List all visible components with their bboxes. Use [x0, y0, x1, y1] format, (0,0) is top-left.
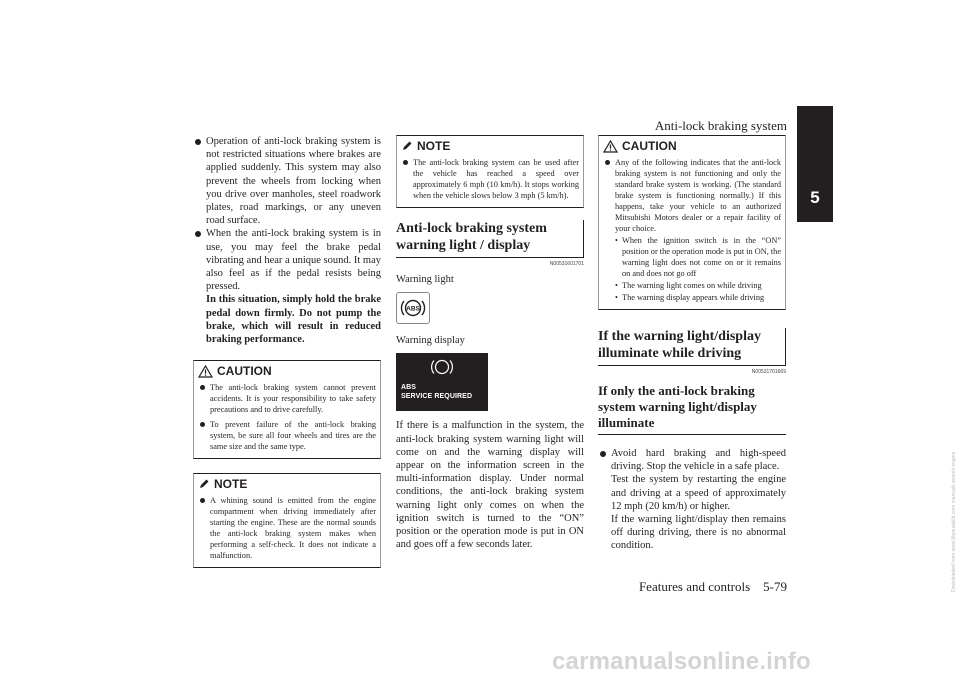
page-header-title: Anti-lock braking system: [654, 118, 787, 133]
note-item: The anti-lock braking system can be used after the vehicle has reached a speed over approximately 6 mph (10 km/h). It stops working when the vehicle slows below 3 mph (5 km/h).: [401, 157, 579, 201]
body-paragraph: Test the system by restarting the engine and driving at a speed of approximately 12 mph (20 km/h) or higher.: [611, 474, 786, 512]
abs-warning-light-icon: [396, 292, 430, 324]
abs-display-text: [401, 383, 472, 401]
reference-code: N00531701669: [751, 369, 786, 375]
caution-label: CAUTION: [217, 364, 272, 379]
body-paragraph: If there is a malfunction in the system, the anti-lock braking system warning light will come on and the warning display will appear on the information screen in the multi-information display. Under normal conditions, the anti-lock braking system warning light only comes on when the ignition switch is turned to the “ON” position or the operation mode is put in ON and goes off a few seconds later.: [396, 420, 584, 551]
note-header: [198, 477, 376, 491]
warning-triangle-icon: [603, 140, 618, 153]
note-box: [193, 473, 381, 568]
chapter-number: 5: [810, 188, 820, 207]
column-2: [396, 135, 584, 551]
abs-display-line-2: SERVICE REQUIRED: [401, 393, 473, 401]
caution-header: [198, 364, 376, 378]
chapter-tab[interactable]: [797, 106, 833, 222]
section-heading: Anti-lock braking system warning light / display: [396, 220, 584, 258]
abs-warning-display-image: [396, 353, 488, 411]
caution-sub-item: • When the ignition switch is in the “ON” position or the operation mode is put in ON, the warning light does not come on or it remains on and does not go off: [615, 235, 781, 279]
caution-sub-item: • The warning display appears while driving: [615, 292, 781, 303]
caution-sub-item: • The warning light comes on while driving: [615, 280, 781, 291]
bullet-paragraph: When the anti-lock braking system is in use, you may feel the brake pedal vibrating and hear a unique sound. It may also feel as if the pedal resists being pressed.: [193, 227, 381, 293]
column-1: [193, 135, 381, 568]
note-item: A whining sound is emitted from the engine compartment when driving immediately after starting the engine. These are the normal sounds the anti-lock braking system makes when performing a self-check. It does not indicate a malfunction.: [198, 495, 376, 561]
bold-instruction: In this situation, simply hold the brake pedal down firmly. Do not pump the brake, which will result in reduced braking performance.: [206, 294, 381, 346]
abs-light-text: ABS: [406, 305, 420, 313]
abs-display-line-1: ABS: [401, 384, 417, 392]
abs-display-icon: [430, 357, 454, 377]
sub-heading: If only the anti-lock braking system warning light/display illuminate: [598, 383, 786, 435]
caution-box: [598, 135, 786, 310]
page-footer: [639, 579, 787, 595]
note-box: [396, 135, 584, 208]
caution-header: [603, 139, 781, 153]
footer-page-number: 5-79: [763, 579, 787, 594]
column-3: [598, 135, 786, 553]
caution-item: To prevent failure of the anti-lock braking system, be sure all four wheels and tires are the same size and the same type.: [198, 419, 376, 452]
caution-item: The anti-lock braking system cannot prevent accidents. It is your responsibility to take safety precautions and to drive carefully.: [198, 382, 376, 415]
caution-item: Any of the following indicates that the anti-lock braking system is not functioning and only the standard brake system is working. (The standard brake system is functioning normally.) If this happens, take your vehicle to an authorized Mitsubishi Motors dealer or a repair facility of your choice.: [603, 157, 781, 234]
caution-sub-list: [615, 235, 781, 303]
pencil-note-icon: [401, 140, 413, 152]
caution-box: [193, 360, 381, 459]
pencil-note-icon: [198, 478, 210, 490]
section-heading: If the warning light/display illuminate while driving: [598, 328, 786, 366]
site-watermark: carmanualsonline.info: [552, 648, 811, 675]
warning-triangle-icon: [198, 365, 213, 378]
bullet-paragraph: Operation of anti-lock braking system is not restricted situations where brakes are applied suddenly. This system may also prevent the wheels from locking when you drive over manholes, steel roadwork plates, road markings, or any uneven road surface.: [193, 135, 381, 227]
side-watermark: Downloaded from www.Manualslib.com manuals search engine: [951, 451, 957, 592]
note-header: [401, 139, 579, 153]
reference-code: N00531601701: [549, 261, 584, 267]
body-paragraph: If the warning light/display then remains off during driving, there is no abnormal condition.: [611, 514, 786, 552]
caution-label: CAUTION: [622, 139, 677, 153]
warning-display-label: Warning display: [396, 335, 465, 347]
note-label: NOTE: [214, 477, 248, 492]
note-label: NOTE: [417, 139, 451, 153]
warning-light-label: Warning light: [396, 274, 454, 285]
bullet-paragraph: Avoid hard braking and high-speed driving. Stop the vehicle in a safe place.: [598, 447, 786, 473]
footer-section: Features and controls: [638, 579, 751, 594]
